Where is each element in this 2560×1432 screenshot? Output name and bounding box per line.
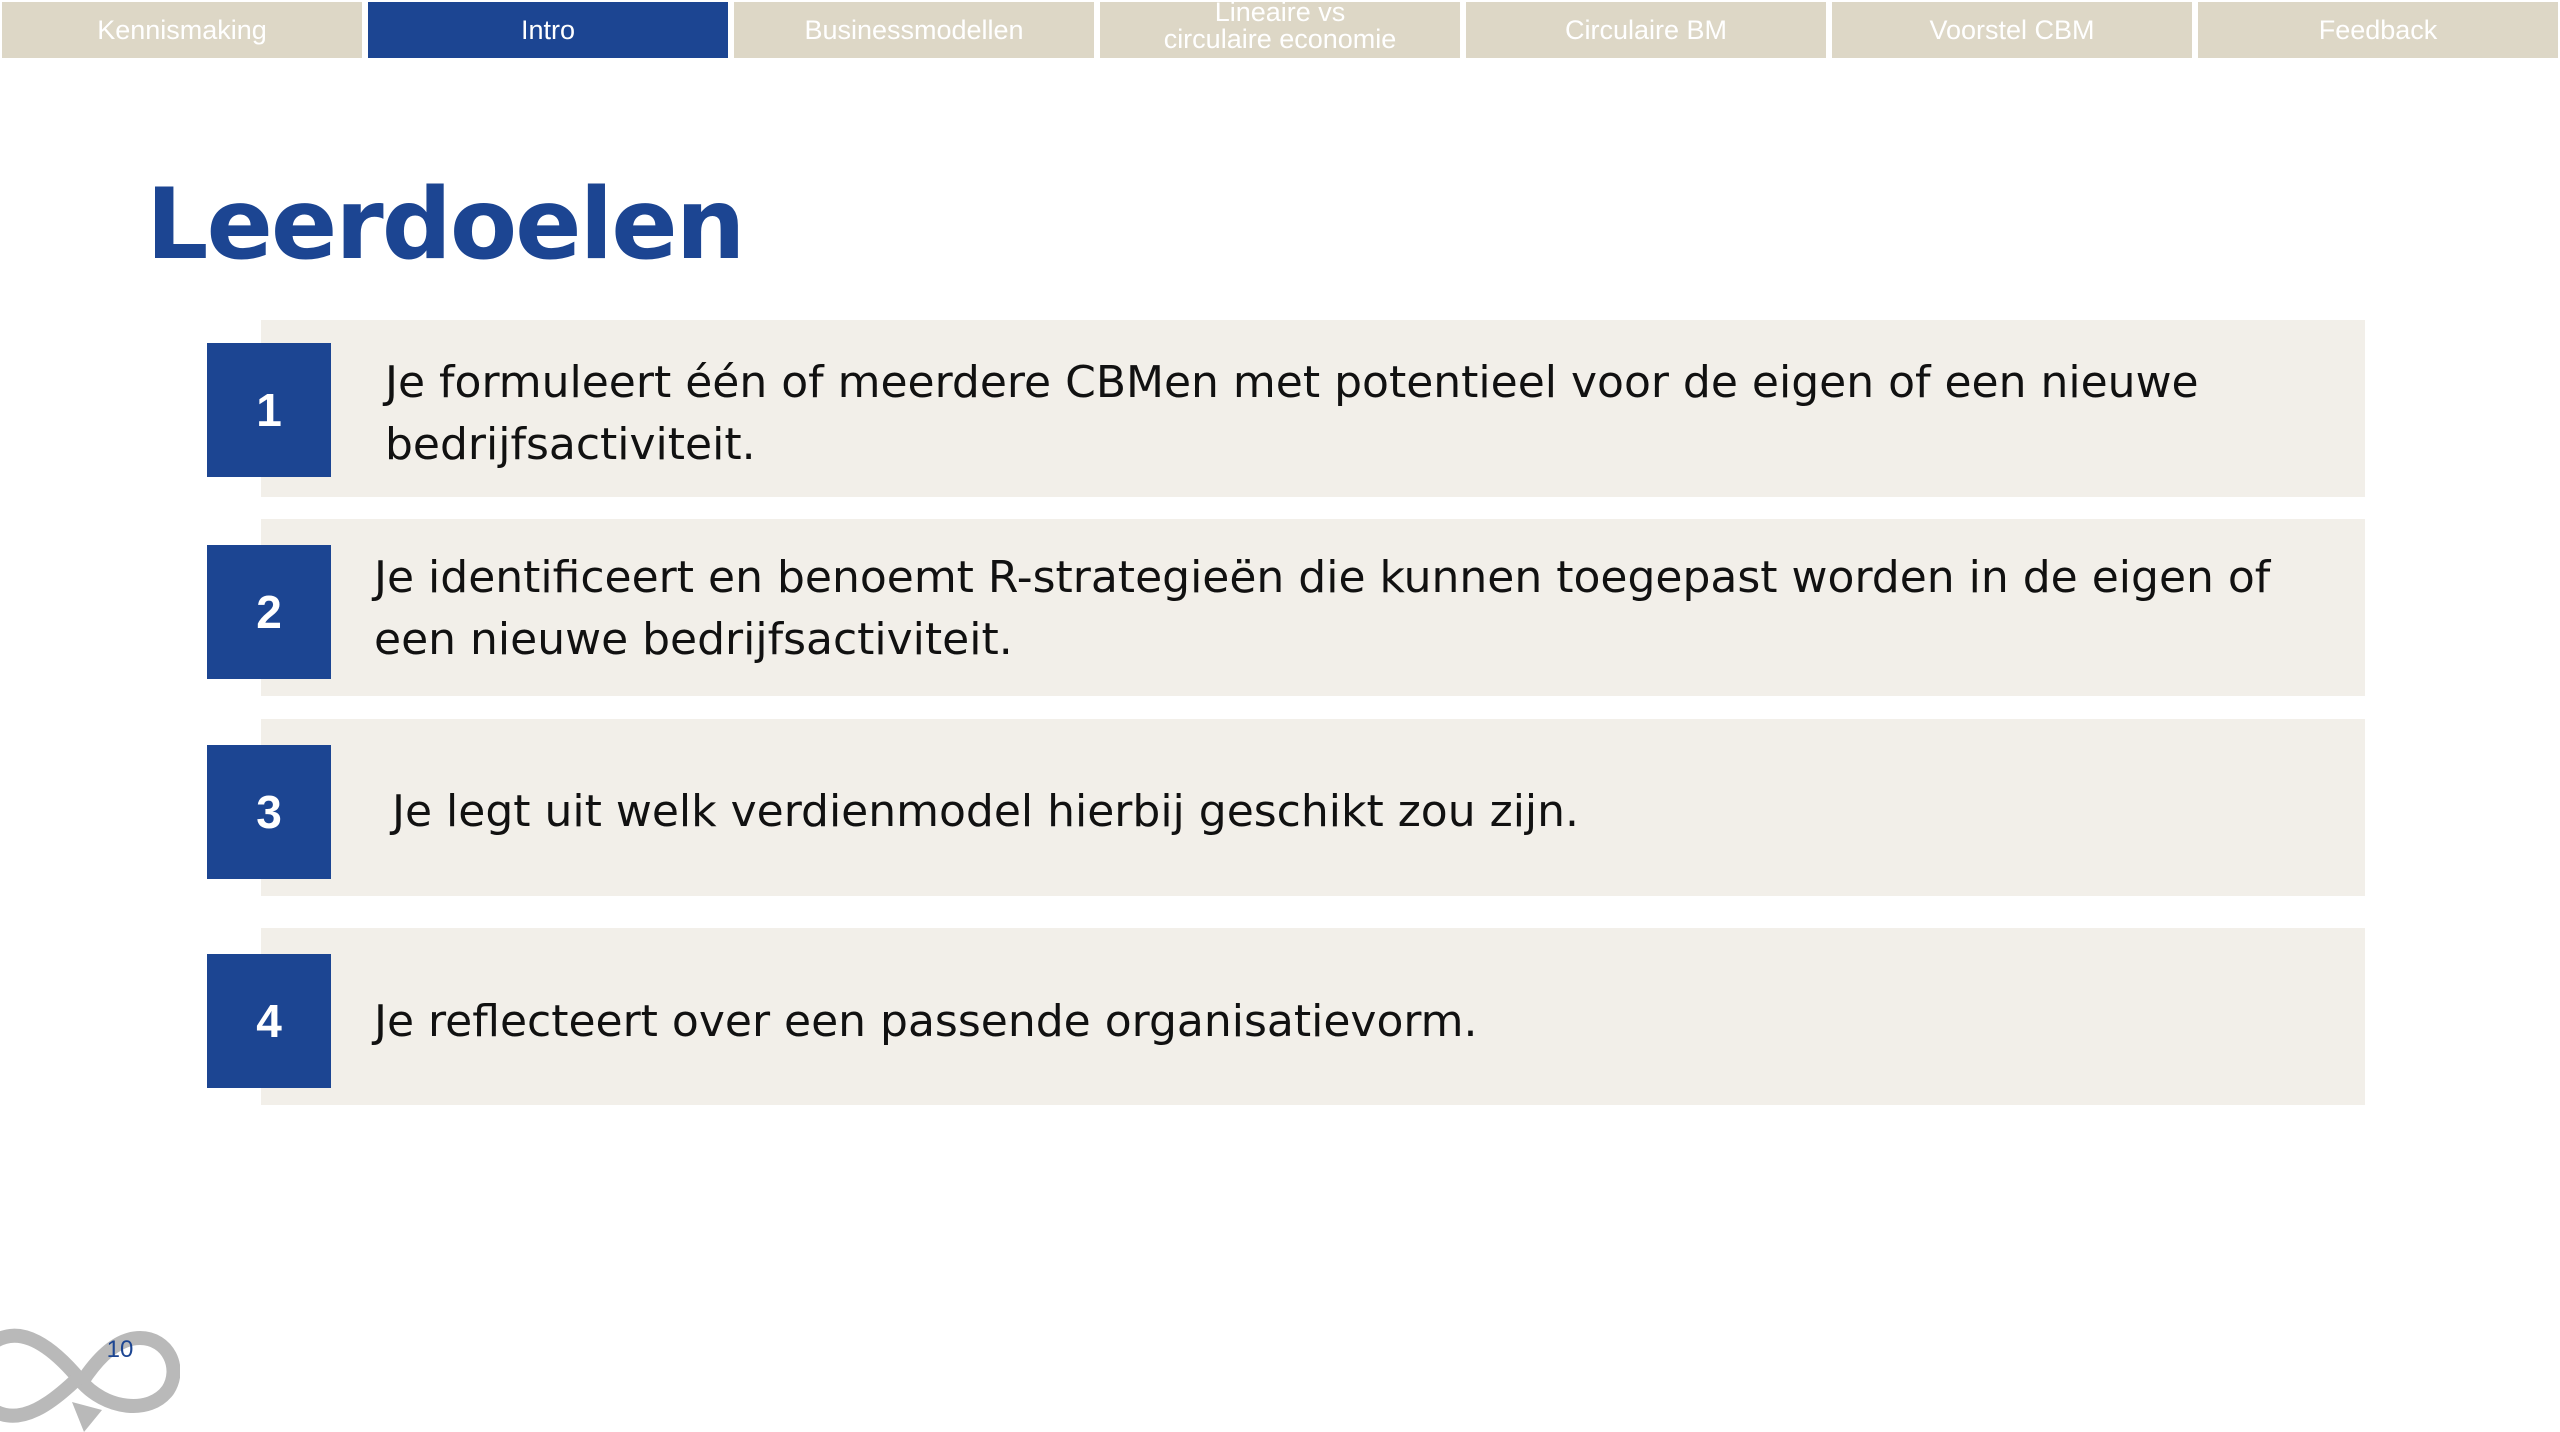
tab-circulaire-bm[interactable]	[1466, 2, 1826, 58]
goal-text-3: Je legt uit welk verdienmodel hierbij geschikt zou zijn.	[392, 786, 1580, 837]
goal-text-4: Je reflecteert over een passende organisatievorm.	[374, 996, 1478, 1047]
tab-label: Voorstel CBM	[1929, 14, 2095, 45]
tab-lineaire-vs-circulaire[interactable]	[1100, 2, 1460, 58]
goal-number-badge-1	[207, 343, 331, 477]
goal-number-badge-3	[207, 745, 331, 879]
page-title: Leerdoelen	[146, 168, 744, 282]
tab-voorstel-cbm[interactable]	[1832, 2, 2192, 58]
tab-label: Feedback	[2318, 14, 2438, 45]
infinity-arrow-icon	[0, 1290, 180, 1432]
tab-intro[interactable]	[368, 2, 728, 58]
goal-number: 1	[256, 384, 282, 436]
page-number: 10	[106, 1336, 134, 1363]
tab-label: Circulaire BM	[1564, 14, 1728, 45]
tab-businessmodellen[interactable]	[734, 2, 1094, 58]
goal-number-badge-2	[207, 545, 331, 679]
goal-text-2: Je identificeert en benoemt R-strategieën die kunnen toegepast worden in de eigen of een nieuwe bedrijfsactiviteit.	[374, 552, 2271, 665]
goal-number-badge-4	[207, 954, 331, 1088]
goal-text-1: Je formuleert één of meerdere CBMen met potentieel voor de eigen of een nieuwe bedrijfsactiviteit.	[385, 357, 2199, 470]
tab-label: Lineaire vs circulaire economie	[1163, 2, 1397, 54]
tab-kennismaking[interactable]	[2, 2, 362, 58]
tab-label: Kennismaking	[97, 14, 267, 45]
tab-label: Intro	[520, 14, 576, 45]
top-navigation	[2, 2, 2558, 58]
tab-feedback[interactable]	[2198, 2, 2558, 58]
goal-number: 3	[256, 786, 282, 838]
goal-number: 2	[256, 586, 282, 638]
tab-label: Businessmodellen	[804, 14, 1024, 45]
goal-number: 4	[256, 995, 282, 1047]
